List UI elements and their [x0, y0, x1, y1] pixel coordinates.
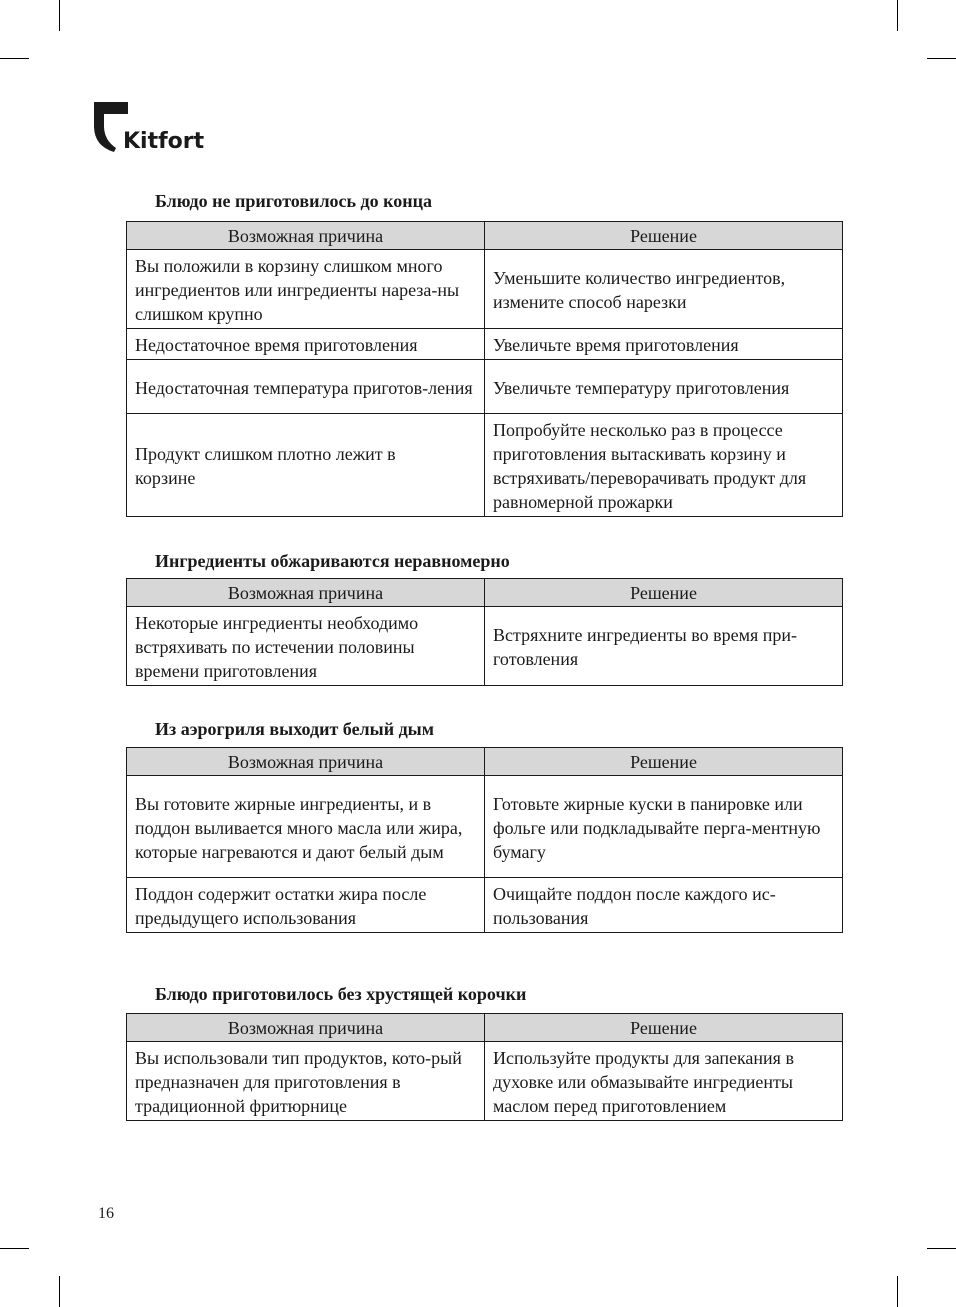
section-title: Ингредиенты обжариваются неравномерно	[155, 551, 510, 571]
brand-logo	[92, 100, 232, 156]
cause-cell: Поддон содержит остатки жира после предыдущего использования	[127, 878, 485, 933]
table-row	[127, 360, 843, 414]
cause-cell: Некоторые ингредиенты необходимо встряхивать по истечении половины времени приготовления	[127, 607, 485, 686]
cause-cell: Недостаточное время приготовления	[127, 329, 485, 360]
section-title: Из аэрогриля выходит белый дым	[155, 719, 434, 739]
column-header-solution: Решение	[485, 748, 843, 776]
table-header-row	[127, 1014, 843, 1042]
troubleshooting-table	[126, 221, 843, 517]
column-header-cause: Возможная причина	[127, 579, 485, 607]
crop-mark-bottom-left	[59, 1276, 60, 1307]
table-row	[127, 776, 843, 878]
crop-mark-right-bottom	[927, 1248, 956, 1249]
column-header-solution: Решение	[485, 579, 843, 607]
solution-cell: Готовьте жирные куски в панировке или фольге или подкладывайте перга-ментную бумагу	[485, 776, 843, 878]
column-header-solution: Решение	[485, 222, 843, 250]
solution-cell: Увеличьте время приготовления	[485, 329, 843, 360]
table-header-row	[127, 748, 843, 776]
cause-cell: Продукт слишком плотно лежит в корзине	[127, 414, 485, 517]
column-header-cause: Возможная причина	[127, 1014, 485, 1042]
column-header-solution: Решение	[485, 1014, 843, 1042]
section-title: Блюдо не приготовилось до конца	[155, 191, 433, 211]
table-row	[127, 414, 843, 517]
crop-mark-top-left	[59, 0, 60, 31]
column-header-cause: Возможная причина	[127, 748, 485, 776]
table-header-row	[127, 222, 843, 250]
crop-mark-bottom-right	[897, 1276, 898, 1307]
column-header-cause: Возможная причина	[127, 222, 485, 250]
table-row	[127, 1042, 843, 1121]
crop-mark-right-top	[927, 58, 956, 59]
troubleshooting-table	[126, 578, 843, 686]
solution-cell: Используйте продукты для запекания в духовке или обмазывайте ингредиенты маслом перед приготовлением	[485, 1042, 843, 1121]
table-row	[127, 329, 843, 360]
cause-cell: Вы готовите жирные ингредиенты, и в поддон выливается много масла или жира, которые нагреваются и дают белый дым	[127, 776, 485, 878]
cause-cell: Недостаточная температура приготов-ления	[127, 360, 485, 414]
crop-mark-top-right	[897, 0, 898, 31]
solution-cell: Встряхните ингредиенты во время при-готовления	[485, 607, 843, 686]
table-row	[127, 607, 843, 686]
solution-cell: Уменьшите количество ингредиентов, измените способ нарезки	[485, 250, 843, 329]
solution-cell: Попробуйте несколько раз в процессе приготовления вытаскивать корзину и встряхивать/переворачивать продукт для равномерной прожарки	[485, 414, 843, 517]
table-row	[127, 250, 843, 329]
troubleshooting-table	[126, 747, 843, 933]
cause-cell: Вы положили в корзину слишком много ингредиентов или ингредиенты нареза-ны слишком крупно	[127, 250, 485, 329]
table-row	[127, 878, 843, 933]
crop-mark-left-top	[0, 58, 29, 59]
section-title: Блюдо приготовилось без хрустящей корочки	[155, 984, 527, 1004]
logo-text: Kitfort	[123, 129, 205, 154]
solution-cell: Очищайте поддон после каждого ис-пользования	[485, 878, 843, 933]
troubleshooting-table	[126, 1013, 843, 1121]
crop-mark-left-bottom	[0, 1248, 29, 1249]
table-header-row	[127, 579, 843, 607]
cause-cell: Вы использовали тип продуктов, кото-рый предназначен для приготовления в традиционной фритюрнице	[127, 1042, 485, 1121]
page-number: 16	[98, 1205, 114, 1222]
solution-cell: Увеличьте температуру приготовления	[485, 360, 843, 414]
